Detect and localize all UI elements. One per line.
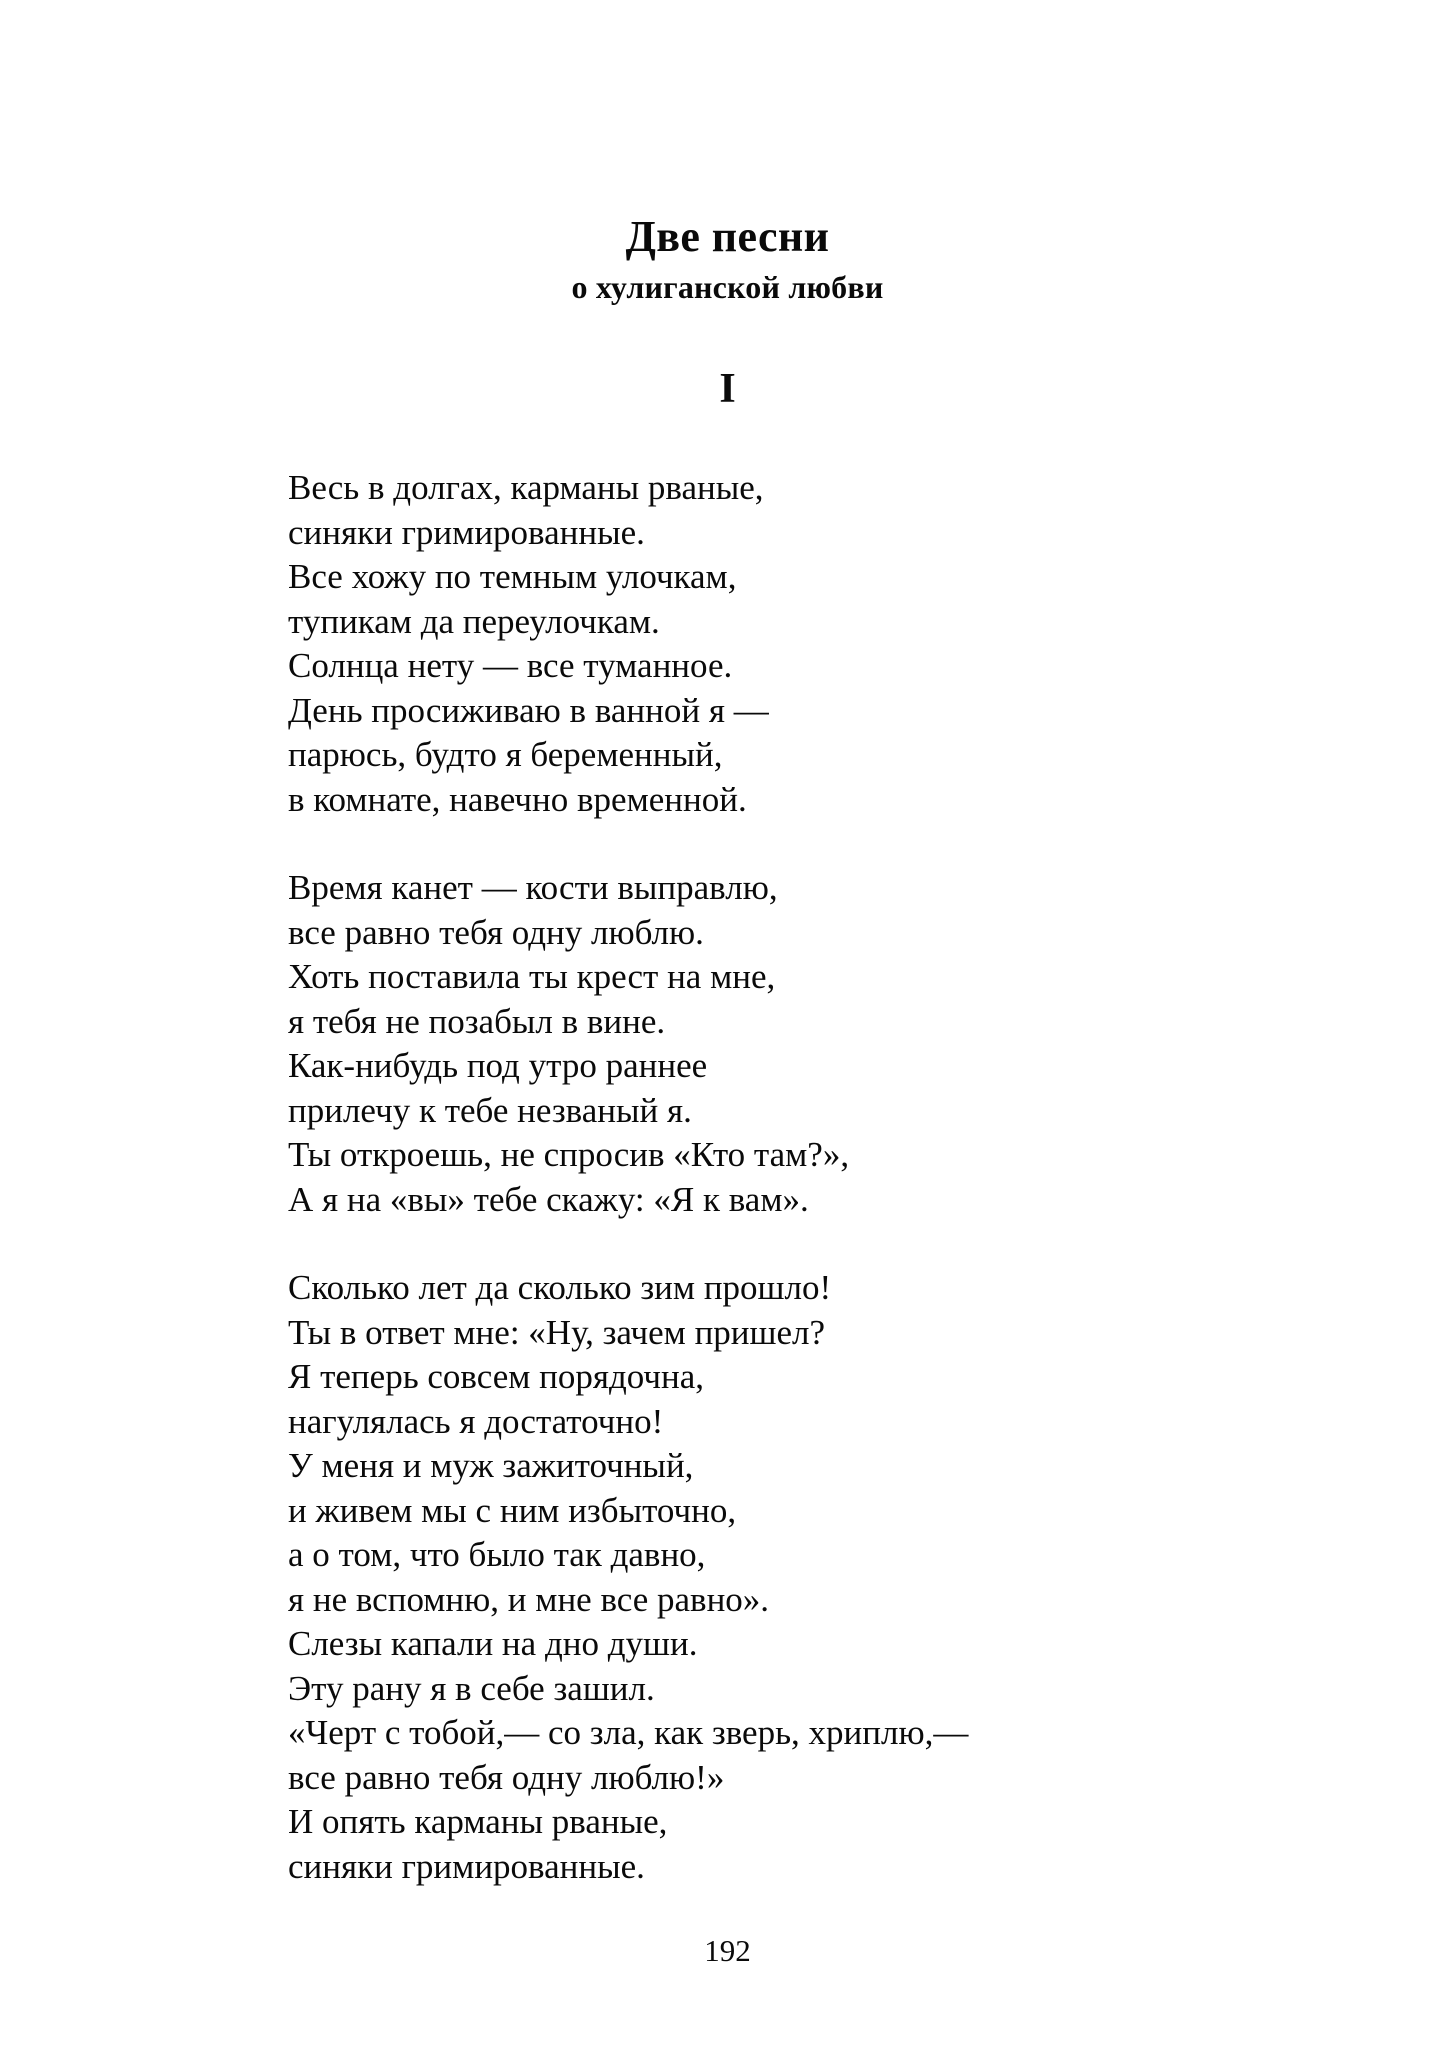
- poem-body: [288, 466, 1288, 1889]
- verse-line: все равно тебя одну люблю!»: [288, 1757, 725, 1797]
- verse-line: Ты в ответ мне: «Ну, зачем пришел?: [288, 1312, 826, 1352]
- verse-line: парюсь, будто я беременный,: [288, 735, 723, 774]
- verse-line: а о том, что было так давно,: [288, 1535, 706, 1574]
- verse-line: Как-нибудь под утро раннее: [288, 1046, 708, 1085]
- verse-line: «Черт с тобой,— со зла, как зверь, хриплю,—: [288, 1713, 969, 1752]
- page-title: Две песни: [625, 212, 830, 261]
- verse-line: синяки гримированные.: [288, 512, 645, 552]
- verse-line: Сколько лет да сколько зим прошло!: [288, 1268, 832, 1307]
- verse-line: А я на «вы» тебе скажу: «Я к вам».: [288, 1179, 809, 1219]
- verse-line: И опять карманы рваные,: [288, 1802, 668, 1841]
- verse-line: Солнца нету — все туманное.: [288, 646, 733, 685]
- verse-line: все равно тебя одну люблю.: [288, 912, 704, 952]
- verse-line: нагулялась я достаточно!: [288, 1401, 664, 1441]
- verse-line: Ты откроешь, не спросив «Кто там?»,: [288, 1135, 850, 1174]
- verse-line: я тебя не позабыл в вине.: [288, 1001, 666, 1041]
- verse-line: тупикам да переулочкам.: [288, 601, 660, 641]
- verse-line: У меня и муж зажиточный,: [288, 1446, 694, 1485]
- verse-line: синяки гримированные.: [288, 1846, 645, 1886]
- verse-line: Все хожу по темным улочкам,: [288, 557, 737, 596]
- verse-line: и живем мы с ним избыточно,: [288, 1490, 737, 1530]
- verse-line: День просиживаю в ванной я —: [288, 690, 769, 730]
- page-subtitle: о хулиганской любви: [571, 269, 884, 306]
- verse-line: я не вспомню, и мне все равно».: [288, 1579, 770, 1619]
- stanza: [288, 866, 1288, 1222]
- verse-line: Хоть поставила ты крест на мне,: [288, 957, 776, 996]
- verse-line: Слезы капали на дно души.: [288, 1624, 698, 1663]
- verse-line: Время канет — кости выправлю,: [288, 868, 778, 907]
- section-numeral: I: [719, 366, 736, 412]
- verse-line: Весь в долгах, карманы рваные,: [288, 468, 764, 507]
- stanza: [288, 466, 1288, 822]
- verse-line: Эту рану я в себе зашил.: [288, 1668, 655, 1708]
- stanza: [288, 1266, 1288, 1889]
- page-number: 192: [704, 1933, 751, 1968]
- verse-line: Я теперь совсем порядочна,: [288, 1357, 705, 1396]
- verse-line: прилечу к тебе незваный я.: [288, 1090, 692, 1130]
- title-block: [0, 212, 1455, 306]
- verse-line: в комнате, навечно временной.: [288, 779, 747, 819]
